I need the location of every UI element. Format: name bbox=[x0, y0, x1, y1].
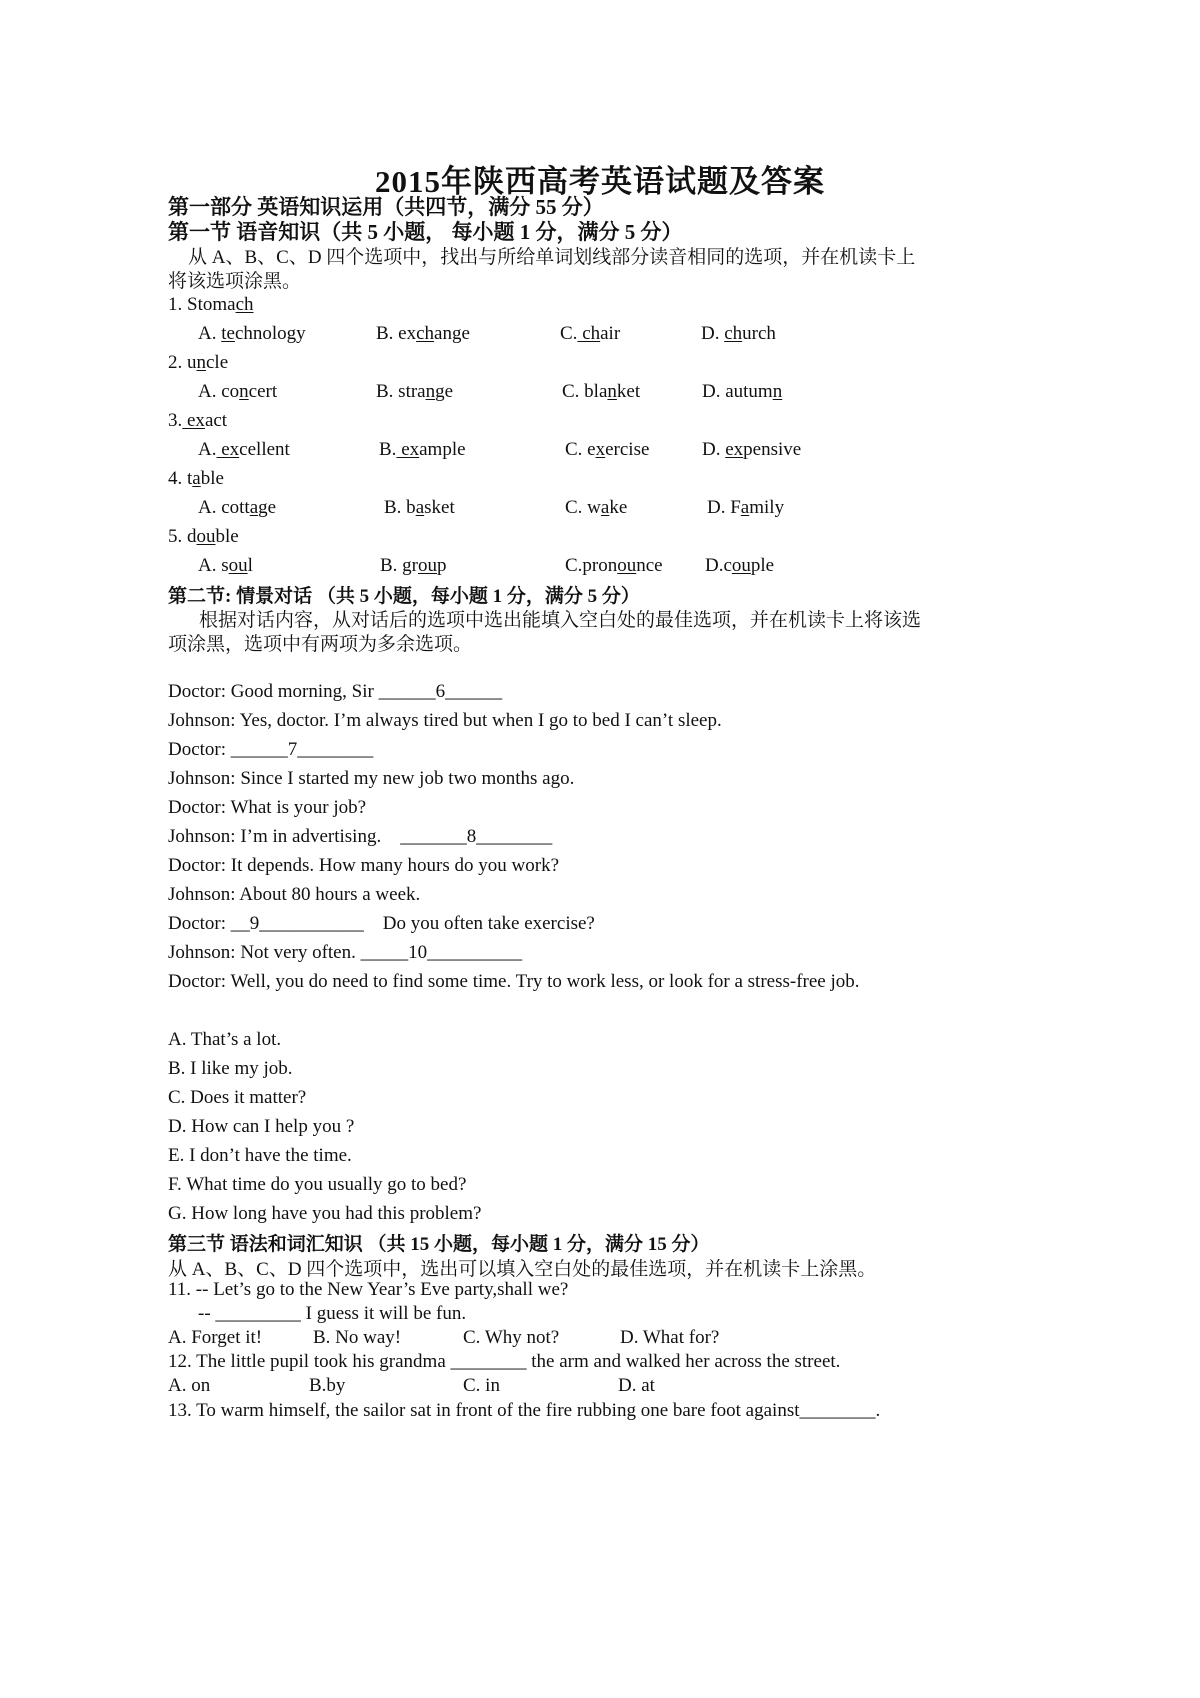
question-3: 3. exact bbox=[168, 410, 228, 431]
q4-option-a: A. cottage bbox=[198, 497, 277, 518]
question-4: 4. table bbox=[168, 468, 224, 489]
document-title: 2015年陕西高考英语试题及答案 bbox=[375, 164, 825, 199]
section2-instruction-cont: 项涂黑，选项中有两项为多余选项。 bbox=[168, 634, 473, 655]
dialogue-option: F. What time do you usually go to bed? bbox=[168, 1174, 467, 1195]
q12-option-b: B.by bbox=[309, 1375, 346, 1396]
question-13: 13. To warm himself, the sailor sat in front of the fire rubbing one bare foot against________. bbox=[168, 1400, 881, 1421]
q4-option-d: D. Family bbox=[707, 497, 785, 518]
section2-header: 第二节: 情景对话 （共 5 小题，每小题 1 分，满分 5 分） bbox=[168, 586, 640, 607]
dialogue-line: Johnson: Yes, doctor. I’m always tired but when I go to bed I can’t sleep. bbox=[168, 710, 722, 731]
dialogue-line: Johnson: About 80 hours a week. bbox=[168, 884, 421, 905]
q1-option-a: A. technology bbox=[198, 323, 306, 344]
q12-option-a: A. on bbox=[168, 1375, 211, 1396]
question-12: 12. The little pupil took his grandma ________ the arm and walked her across the street. bbox=[168, 1351, 841, 1372]
dialogue-option: D. How can I help you ? bbox=[168, 1116, 355, 1137]
dialogue-line: Doctor: Well, you do need to find some time. Try to work less, or look for a stress-free job. bbox=[168, 971, 860, 992]
dialogue-line: Doctor: What is your job? bbox=[168, 797, 367, 818]
dialogue-option: A. That’s a lot. bbox=[168, 1029, 282, 1050]
q11-option-b: B. No way! bbox=[313, 1327, 402, 1348]
q1-option-c: C. chair bbox=[560, 323, 621, 344]
q2-option-a: A. concert bbox=[198, 381, 278, 402]
q2-option-b: B. strange bbox=[376, 381, 454, 402]
q12-option-d: D. at bbox=[618, 1375, 655, 1396]
section3-header: 第三节 语法和词汇知识 （共 15 小题，每小题 1 分，满分 15 分） bbox=[168, 1234, 710, 1255]
q11-option-a: A. Forget it! bbox=[168, 1327, 263, 1348]
question-1: 1. Stomach bbox=[168, 294, 254, 315]
section3-instruction: 从 A、B、C、D 四个选项中，选出可以填入空白处的最佳选项，并在机读卡上涂黑。 bbox=[168, 1259, 877, 1280]
section1-instruction-cont: 将该选项涂黑。 bbox=[168, 271, 302, 292]
q2-option-c: C. blanket bbox=[562, 381, 641, 402]
dialogue-line: Doctor: Good morning, Sir ______6______ bbox=[168, 681, 503, 702]
dialogue-line: Doctor: It depends. How many hours do you work? bbox=[168, 855, 560, 876]
q11-option-c: C. Why not? bbox=[463, 1327, 560, 1348]
dialogue-option: E. I don’t have the time. bbox=[168, 1145, 352, 1166]
dialogue-line: Johnson: Not very often. _____10__________ bbox=[168, 942, 523, 963]
q5-option-c: C.pronounce bbox=[565, 555, 663, 576]
dialogue-line: Johnson: Since I started my new job two months ago. bbox=[168, 768, 575, 789]
question-11: 11. -- Let’s go to the New Year’s Eve party,shall we? bbox=[168, 1279, 569, 1300]
q5-option-d: D.couple bbox=[705, 555, 775, 576]
q5-option-a: A. soul bbox=[198, 555, 253, 576]
q5-option-b: B. group bbox=[380, 555, 447, 576]
dialogue-option: B. I like my job. bbox=[168, 1058, 293, 1079]
q11-option-d: D. What for? bbox=[620, 1327, 720, 1348]
q3-option-c: C. exercise bbox=[565, 439, 650, 460]
part1-header: 第一部分 英语知识运用（共四节，满分 55 分） bbox=[168, 195, 604, 219]
q1-option-d: D. church bbox=[701, 323, 776, 344]
q3-option-b: B. example bbox=[379, 439, 466, 460]
q4-option-c: C. wake bbox=[565, 497, 628, 518]
dialogue-option: G. How long have you had this problem? bbox=[168, 1203, 482, 1224]
q3-option-a: A. excellent bbox=[198, 439, 290, 460]
dialogue-line: Doctor: __9___________ Do you often take exercise? bbox=[168, 913, 595, 934]
section1-header: 第一节 语音知识（共 5 小题， 每小题 1 分，满分 5 分） bbox=[168, 220, 683, 244]
dialogue-line: Johnson: I’m in advertising. _______8________ bbox=[168, 826, 553, 847]
q4-option-b: B. basket bbox=[384, 497, 455, 518]
q2-option-d: D. autumn bbox=[702, 381, 783, 402]
question-11-reply: -- _________ I guess it will be fun. bbox=[198, 1303, 467, 1324]
dialogue-line: Doctor: ______7________ bbox=[168, 739, 374, 760]
question-5: 5. double bbox=[168, 526, 239, 547]
question-2: 2. uncle bbox=[168, 352, 229, 373]
q1-option-b: B. exchange bbox=[376, 323, 470, 344]
section1-instruction: 从 A、B、C、D 四个选项中，找出与所给单词划线部分读音相同的选项，并在机读卡上 bbox=[188, 247, 916, 268]
section2-instruction: 根据对话内容，从对话后的选项中选出能填入空白处的最佳选项，并在机读卡上将该选 bbox=[199, 610, 922, 631]
dialogue-option: C. Does it matter? bbox=[168, 1087, 307, 1108]
q12-option-c: C. in bbox=[463, 1375, 500, 1396]
q3-option-d: D. expensive bbox=[702, 439, 802, 460]
